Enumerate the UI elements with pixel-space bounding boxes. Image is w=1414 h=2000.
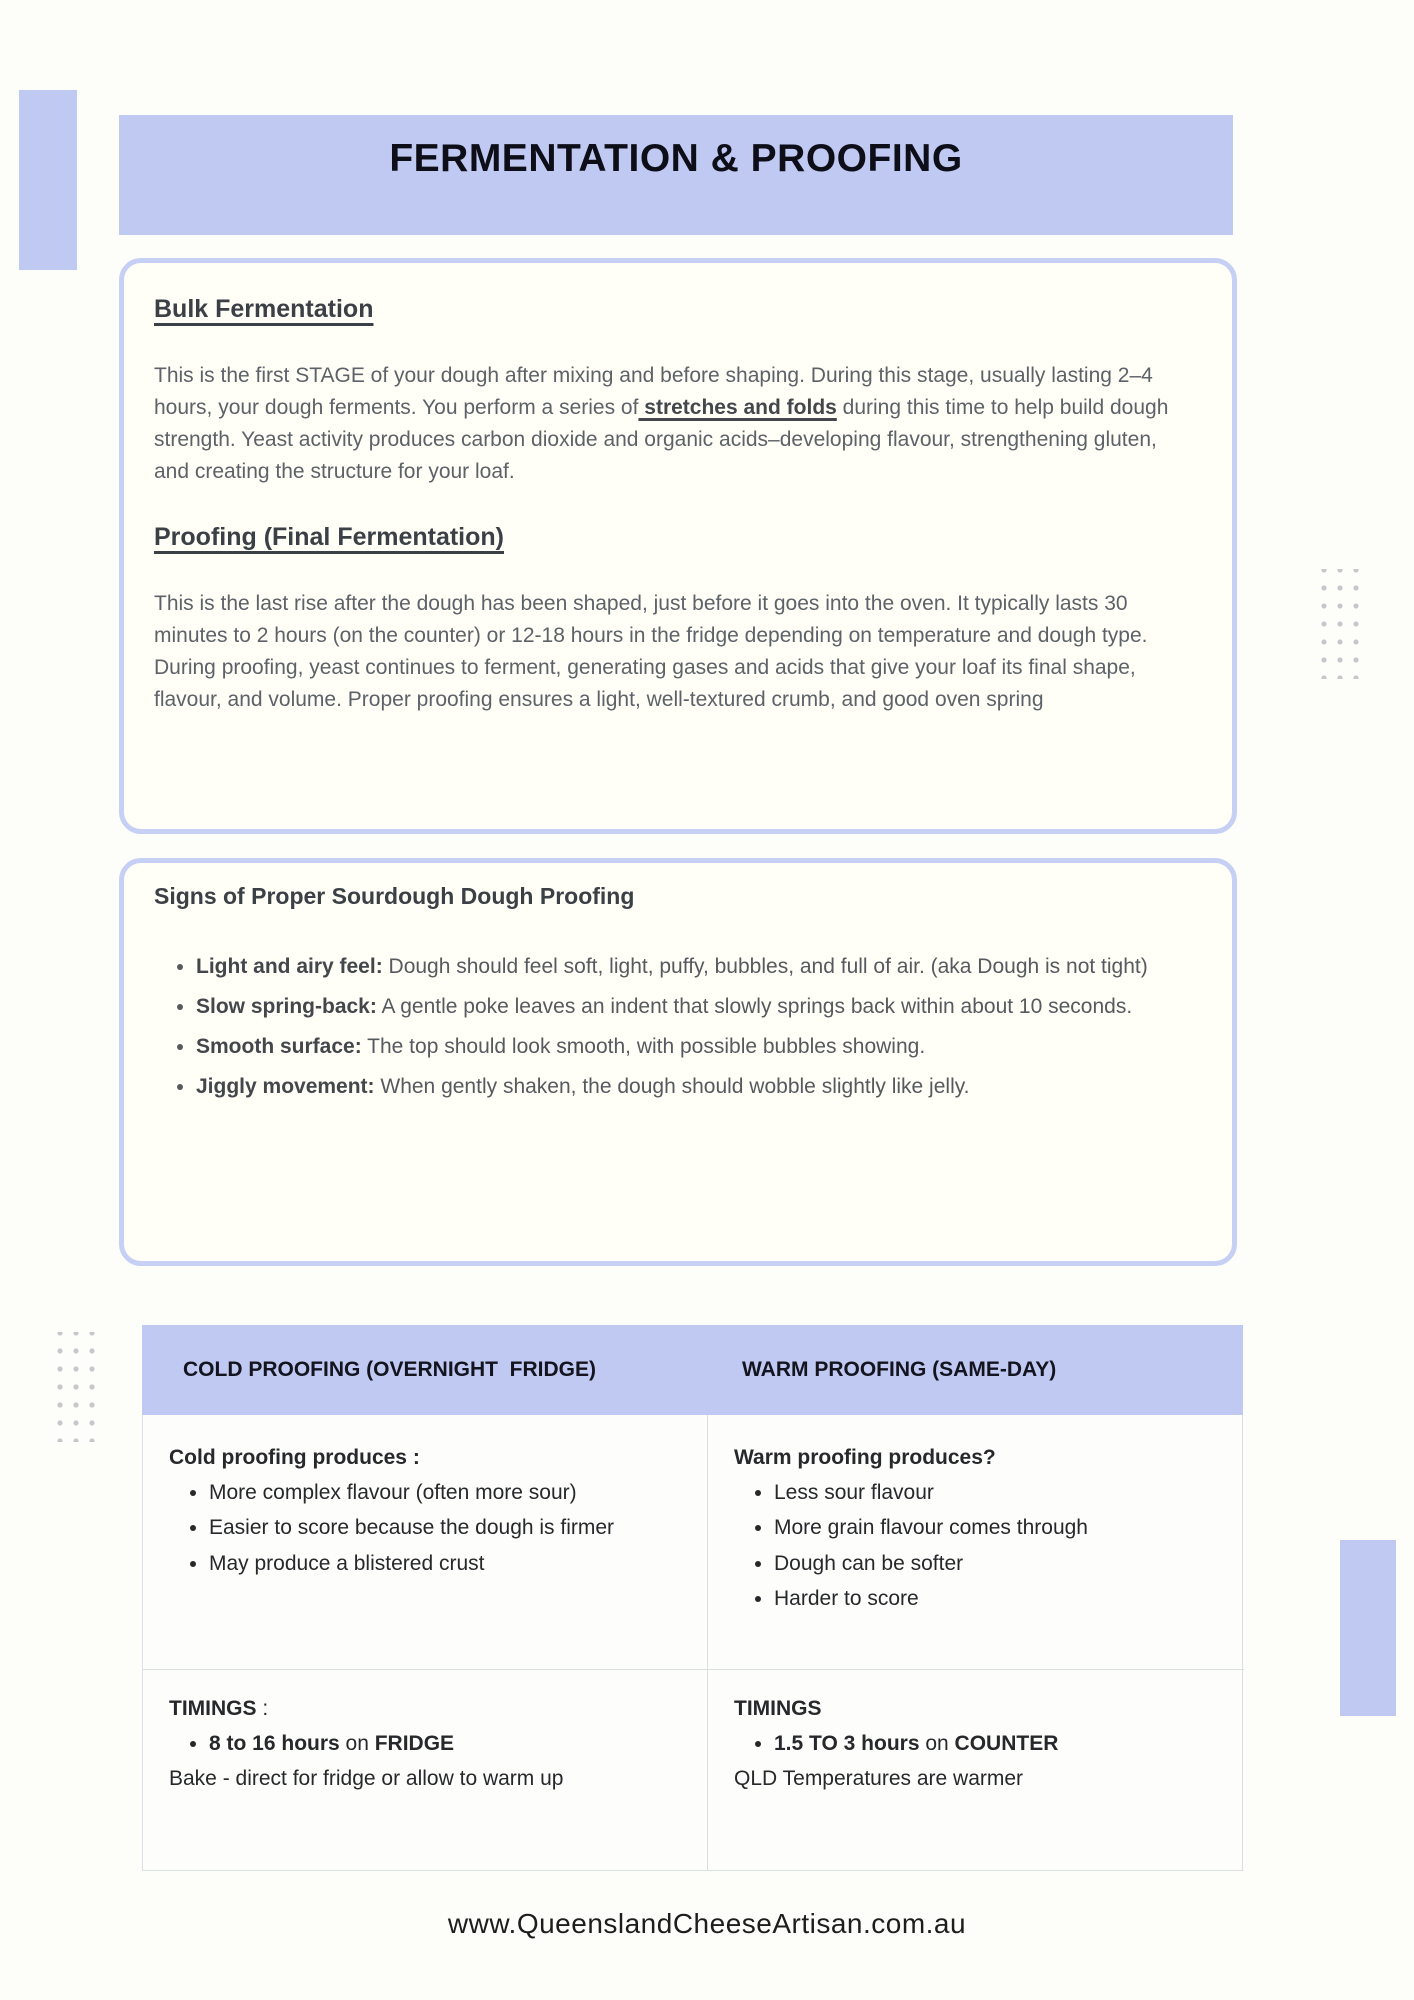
dot-grid-decoration-right <box>1315 569 1365 679</box>
timing-duration: 8 to 16 hours <box>209 1732 340 1756</box>
list-item <box>196 990 1202 1024</box>
list-item <box>209 1727 687 1760</box>
list-item <box>774 1727 1224 1760</box>
page-title: FERMENTATION & PROOFING <box>389 137 963 180</box>
sign-text: A gentle poke leaves an indent that slowly springs back within about 10 seconds. <box>376 995 1133 1019</box>
bulk-text-end: during this time to help build dough strength. Yeast activity produces carbon dioxide and organic acids–developing flavour, strengthening gluten, and creating the structure for your loaf. <box>154 396 1169 484</box>
cold-timings-heading <box>169 1692 687 1725</box>
timing-conjunction: on <box>919 1732 955 1756</box>
table-header-warm-proofing: WARM PROOFING (SAME-DAY) <box>707 1325 1243 1415</box>
fermentation-proofing-box <box>119 258 1237 834</box>
table-row <box>143 1415 1242 1670</box>
proofing-signs-box <box>119 858 1237 1266</box>
accent-rectangle-top-left <box>19 90 77 270</box>
warm-timings-cell <box>708 1670 1244 1870</box>
cold-produces-cell <box>143 1415 708 1670</box>
cold-timings-note: Bake - direct for fridge or allow to warm up <box>169 1767 564 1791</box>
signs-heading: Signs of Proper Sourdough Dough Proofing <box>154 883 635 909</box>
table-body <box>142 1415 1243 1871</box>
list-item: • More grain flavour comes through <box>774 1511 1224 1544</box>
warm-timings-list <box>734 1727 1224 1760</box>
timings-suffix: : <box>256 1697 269 1720</box>
cold-produces-list <box>169 1476 687 1580</box>
warm-timings-note: QLD Temperatures are warmer <box>734 1767 1024 1791</box>
proofing-paragraph: This is the last rise after the dough has been shaped, just before it goes into the oven. It typically lasts 30 minutes to 2 hours (on the counter) or 12-18 hours in the fridge depending on temperature and dough type. During proofing, yeast continues to ferment, generating gases and acids that give your loaf its final shape, flavour, and volume. Proper proofing ensures a light, well-textured crumb, and good oven spring <box>154 591 1148 711</box>
list-item <box>196 1030 1202 1064</box>
sign-text: The top should look smooth, with possible bubbles showing. <box>361 1035 926 1059</box>
accent-rectangle-bottom-right <box>1340 1540 1396 1716</box>
title-banner <box>119 115 1233 235</box>
timings-label: TIMINGS <box>169 1697 257 1720</box>
sign-text: When gently shaken, the dough should wobble slightly like jelly. <box>374 1075 970 1099</box>
list-item: • May produce a blistered crust <box>209 1547 687 1580</box>
cold-timings-cell <box>143 1670 708 1870</box>
cold-timings-list <box>169 1727 687 1760</box>
list-item <box>196 1070 1202 1104</box>
timing-place: COUNTER <box>954 1732 1059 1756</box>
list-item <box>196 950 1202 984</box>
warm-produces-list <box>734 1476 1224 1615</box>
proofing-comparison-table <box>142 1325 1243 1871</box>
sign-lead-smooth-surface: Smooth surface: <box>196 1035 362 1059</box>
cold-produces-heading: Cold proofing produces : <box>169 1446 420 1469</box>
bulk-text-start: This is the first STAGE of your dough after mixing and before shaping. During this stage, usually lasting 2–4 hours, your dough ferments. You perform a series of <box>154 364 1153 420</box>
dot-grid-decoration-left <box>51 1332 101 1442</box>
timings-label: TIMINGS <box>734 1697 822 1720</box>
proofing-heading: Proofing (Final Fermentation) <box>154 522 504 551</box>
bulk-fermentation-heading: Bulk Fermentation <box>154 295 374 323</box>
stretches-and-folds-emphasis: stretches and folds <box>638 396 837 420</box>
list-item: • Less sour flavour <box>774 1476 1224 1509</box>
signs-list <box>154 950 1202 1104</box>
table-header-row <box>142 1325 1243 1415</box>
table-header-cold-proofing: COLD PROOFING (OVERNIGHT FRIDGE) <box>142 1325 707 1415</box>
list-item: • More complex flavour (often more sour) <box>209 1476 687 1509</box>
sign-text: Dough should feel soft, light, puffy, bubbles, and full of air. (aka Dough is not tight) <box>382 955 1148 978</box>
warm-produces-heading: Warm proofing produces? <box>734 1446 996 1469</box>
warm-timings-heading <box>734 1692 1224 1725</box>
list-item: • Harder to score <box>774 1582 1224 1615</box>
table-row <box>143 1670 1242 1870</box>
list-item: • Easier to score because the dough is firmer <box>209 1511 687 1544</box>
list-item: • Dough can be softer <box>774 1547 1224 1580</box>
timing-conjunction: on <box>339 1732 375 1756</box>
timing-duration: 1.5 TO 3 hours <box>774 1732 920 1756</box>
footer-url[interactable]: www.QueenslandCheeseArtisan.com.au <box>447 1908 967 1939</box>
sign-lead-jiggly-movement: Jiggly movement: <box>196 1075 375 1099</box>
warm-produces-cell <box>708 1415 1244 1670</box>
bulk-fermentation-paragraph <box>154 360 1194 489</box>
sign-lead-light-airy: Light and airy feel: <box>196 955 383 978</box>
sign-lead-spring-back: Slow spring-back: <box>196 995 377 1019</box>
timing-place: FRIDGE <box>374 1732 455 1756</box>
